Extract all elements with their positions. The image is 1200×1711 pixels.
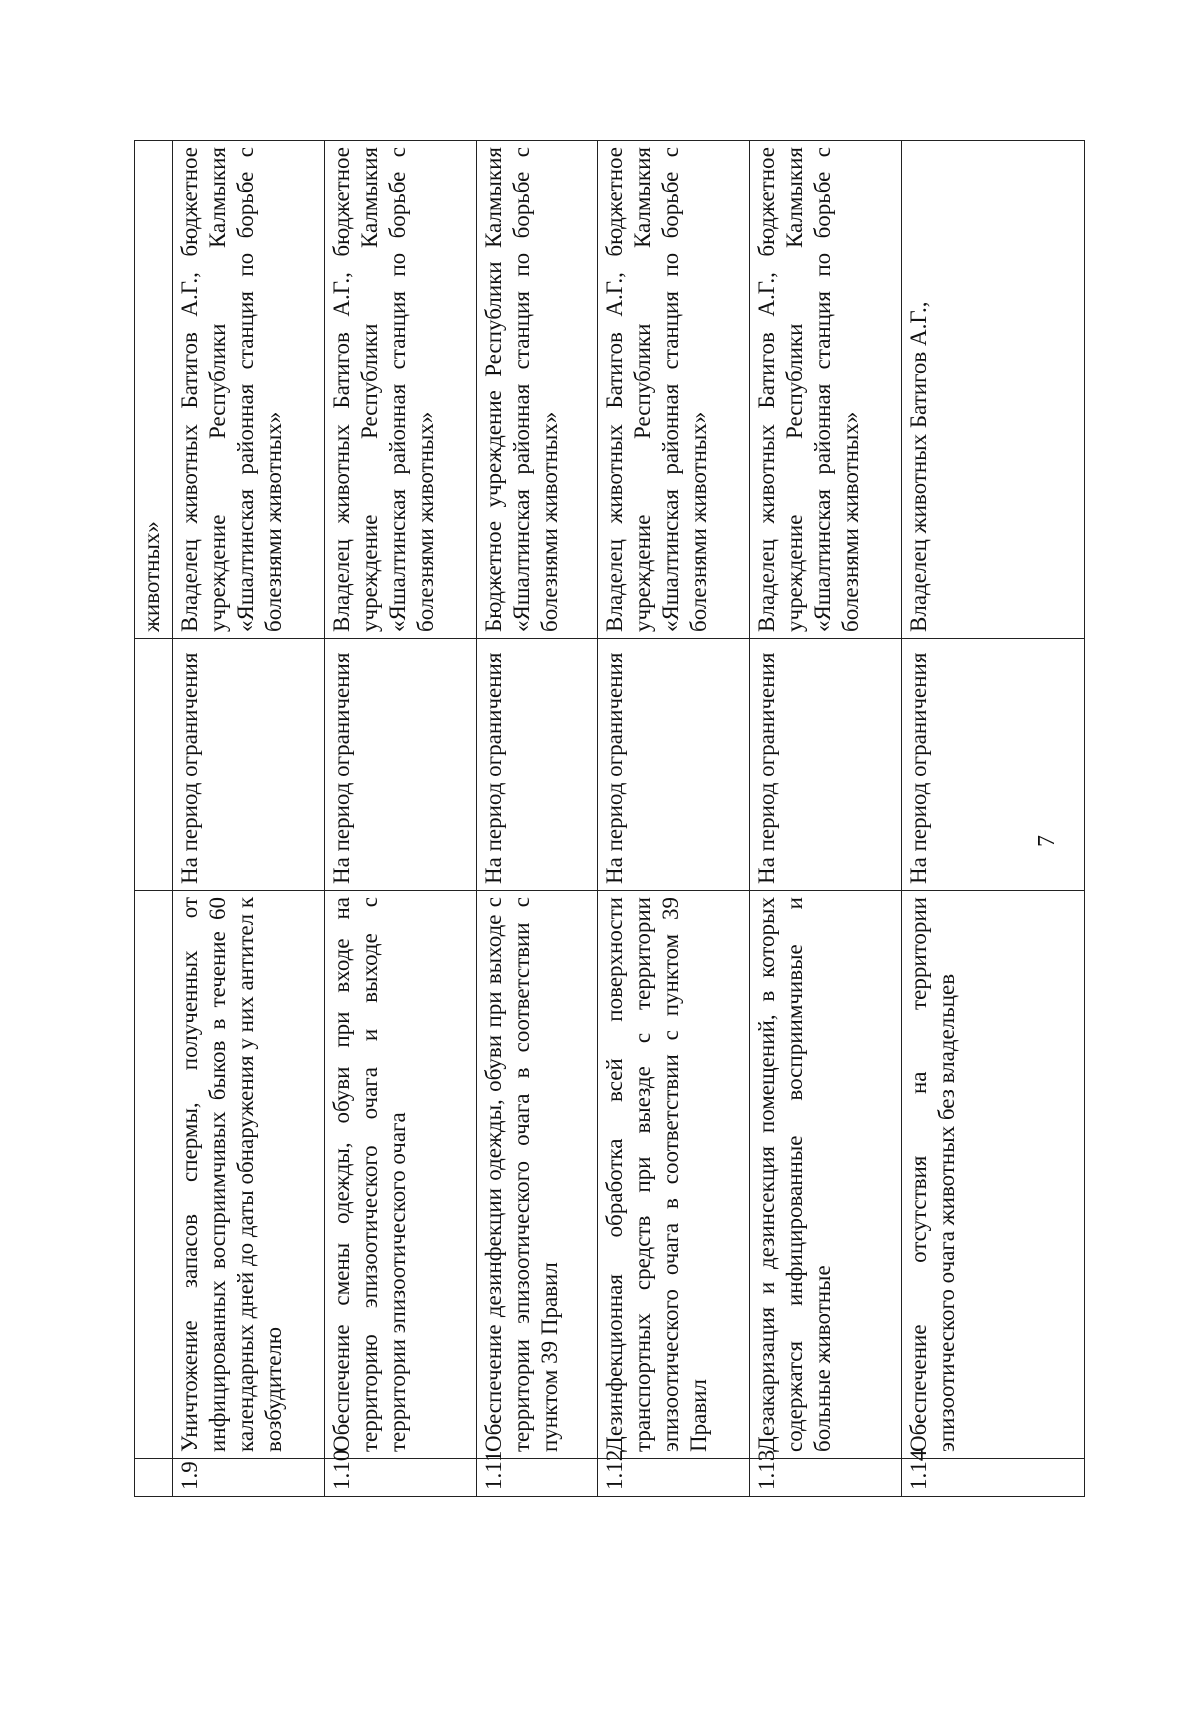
table-row [902, 141, 1085, 1497]
row-responsible: Бюджетное учреждение Республики Калмыкия «Яшалтинская районная станция по борьбе с болезнями животных» [477, 141, 598, 639]
row-measure: Обеспечение смены одежды, обуви при входе на территорию эпизоотического очага и выходе с территории эпизоотического очага [325, 891, 477, 1459]
row-number: 1.14 [902, 1459, 1085, 1497]
table-row-continuation [135, 141, 173, 1497]
row-number: 1.13 [750, 1459, 902, 1497]
row-measure: Обеспечение отсутствия на территории эпизоотического очага животных без владельцев [902, 891, 1085, 1459]
row-term: На период ограничения [902, 639, 1085, 891]
table-row [173, 141, 325, 1497]
row-responsible: Владелец животных Батигов А.Г., бюджетное учреждение Республики Калмыкия «Яшалтинская районная станция по борьбе с болезнями животных» [598, 141, 750, 639]
row-term: На период ограничения [750, 639, 902, 891]
row-number: 1.12 [598, 1459, 750, 1497]
row-term: На период ограничения [477, 639, 598, 891]
page-number: 7 [1034, 835, 1060, 847]
table-row [477, 141, 598, 1497]
row-number: 1.9 [173, 1459, 325, 1497]
row-responsible: Владелец животных Батигов А.Г., бюджетное учреждение Республики Калмыкия «Яшалтинская районная станция по борьбе с болезнями животных» [173, 141, 325, 639]
row-measure: Обеспечение дезинфекции одежды, обуви при выходе с территории эпизоотического очага в соответствии с пунктом 39 Правил [477, 891, 598, 1459]
row-responsible: Владелец животных Батигов А.Г., [902, 141, 1085, 639]
row-term: На период ограничения [598, 639, 750, 891]
row-term: На период ограничения [325, 639, 477, 891]
row-measure: Дезакаризация и дезинсекция помещений, в которых содержатся инфицированные восприимчивые и больные животные [750, 891, 902, 1459]
row-responsible: Владелец животных Батигов А.Г., бюджетное учреждение Республики Калмыкия «Яшалтинская районная станция по борьбе с болезнями животных» [750, 141, 902, 639]
table-row [750, 141, 902, 1497]
row-responsible: Владелец животных Батигов А.Г., бюджетное учреждение Республики Калмыкия «Яшалтинская районная станция по борьбе с болезнями животных» [325, 141, 477, 639]
continuation-cell-2 [135, 891, 173, 1459]
table-row [598, 141, 750, 1497]
measures-table [134, 140, 1085, 1497]
continuation-cell-responsible: животных» [135, 141, 173, 639]
row-number: 1.10 [325, 1459, 477, 1497]
row-measure: Дезинфекционная обработка всей поверхности транспортных средств при выезде с территории эпизоотического очага в соответствии с пунктом 39 Правил [598, 891, 750, 1459]
row-term: На период ограничения [173, 639, 325, 891]
table-row [325, 141, 477, 1497]
continuation-cell-3 [135, 639, 173, 891]
row-measure: Уничтожение запасов спермы, полученных от инфицированных восприимчивых быков в течение 60 календарных дней до даты обнаружения у них антител к возбудителю [173, 891, 325, 1459]
continuation-cell-1 [135, 1459, 173, 1497]
row-number: 1.11 [477, 1459, 598, 1497]
